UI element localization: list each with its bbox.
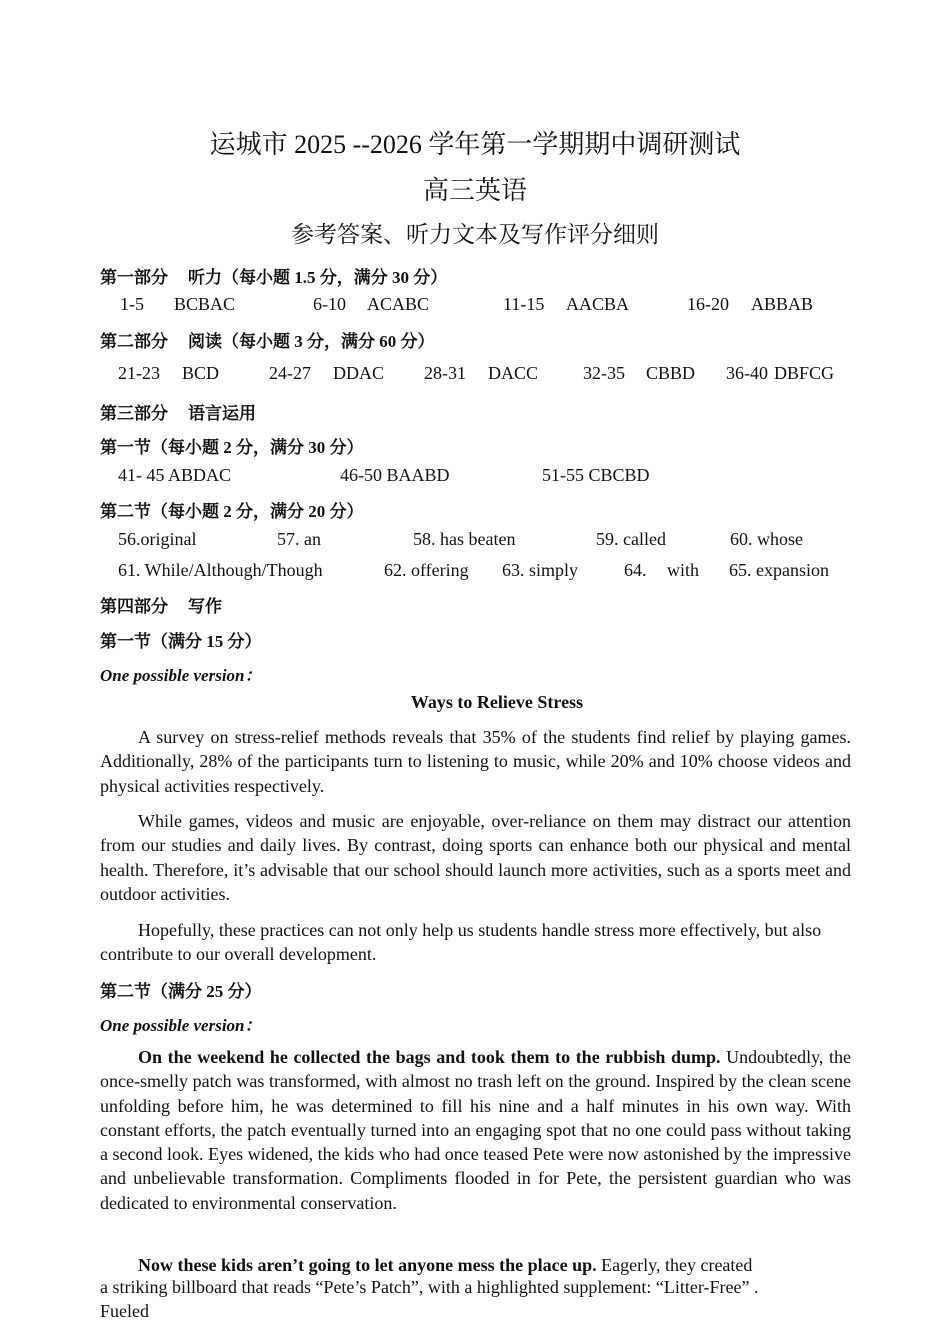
continuation-paragraph <box>100 1045 851 1215</box>
part4-heading: 第四部分 写作 <box>100 597 222 616</box>
answer-item: with <box>667 560 700 580</box>
answer-key: DACC <box>488 363 539 383</box>
answer-key: BCBAC <box>174 294 236 314</box>
answer-range: 36-40 <box>726 363 768 383</box>
answer-range: 28-31 <box>424 363 466 383</box>
answer-range: 24-27 <box>269 363 311 383</box>
part4-section1-heading: 第一节（满分 15 分） <box>100 632 262 651</box>
answer-item: 60. whose <box>730 529 803 549</box>
answer-group: 46-50 BAABD <box>340 465 450 485</box>
answer-item: 65. expansion <box>729 560 829 580</box>
part3-section1-heading: 第一节（每小题 2 分，满分 30 分） <box>100 438 364 457</box>
answer-item: 64. <box>624 560 647 580</box>
paragraph-lead-sentence: On the weekend he collected the bags and took them to the rubbish dump. <box>138 1047 721 1067</box>
essay-paragraph: A survey on stress-relief methods reveals that 35% of the students find relief by playing games. Additionally, 28% of the participants turn to listening to music, while 20% and 10% choose videos and physical activities respectively. <box>100 727 851 796</box>
paragraph-lead-sentence: Now these kids aren’t going to let anyone mess the place up. <box>138 1255 597 1275</box>
paragraph-body-line: Fueled <box>100 1301 149 1321</box>
answer-item: 56.original <box>118 529 197 549</box>
version-label: One possible version： <box>100 1016 262 1035</box>
answer-group: 51-55 CBCBD <box>542 465 650 485</box>
paragraph-body: Eagerly, they created <box>601 1255 753 1275</box>
part4-section2-heading: 第二节（满分 25 分） <box>100 982 262 1001</box>
answer-item: 62. offering <box>384 560 469 580</box>
answer-key: ACABC <box>367 294 430 314</box>
answer-key: ABBAB <box>751 294 814 314</box>
essay-paragraph: While games, videos and music are enjoyable, over-reliance on them may distract our attention from our studies and daily lives. By contrast, doing sports can enhance both our physical and mental health. Therefore, it’s advisable that our school should launch more activities, such as a sports meet and outdoor activities. <box>100 811 851 904</box>
document-subtitle: 参考答案、听力文本及写作评分细则 <box>291 222 659 247</box>
essay-title: Ways to Relieve Stress <box>410 692 584 712</box>
answer-range: 11-15 <box>503 294 545 314</box>
answer-range: 1-5 <box>120 294 144 314</box>
answer-key: BCD <box>182 363 220 383</box>
continuation-paragraph <box>100 1253 860 1277</box>
answer-item: 58. has beaten <box>413 529 516 549</box>
part3-heading: 第三部分 语言运用 <box>100 404 256 423</box>
part3-section2-heading: 第二节（每小题 2 分，满分 20 分） <box>100 502 364 521</box>
answer-group: 41- 45 ABDAC <box>118 465 232 485</box>
part2-heading: 第二部分 阅读（每小题 3 分，满分 60 分） <box>100 332 435 351</box>
version-label: One possible version： <box>100 666 262 685</box>
answer-range: 32-35 <box>583 363 625 383</box>
answer-key: DBFCG <box>774 363 835 383</box>
essay-paragraph: Hopefully, these practices can not only help us students handle stress more effectively, but also contribute to our overall development. <box>100 920 822 965</box>
answer-key: CBBD <box>646 363 696 383</box>
answer-item: 61. While/Although/Though <box>118 560 323 580</box>
answer-item: 57. an <box>277 529 321 549</box>
answer-range: 6-10 <box>313 294 346 314</box>
answer-range: 21-23 <box>118 363 160 383</box>
document-title: 运城市 2025 --2026 学年第一学期期中调研测试 <box>209 130 741 159</box>
answer-item: 59. called <box>596 529 666 549</box>
answer-item: 63. simply <box>502 560 579 580</box>
paragraph-body: Undoubtedly, the once-smelly patch was transformed, with almost no trash left on the ground. Inspired by the clean scene unfolding before him, he was determined to fill his nine and a half minutes in his own way. With constant efforts, the patch eventually turned into an engaging spot that no one could pass without taking a second look. Eyes widened, the kids who had once teased Pete were now astonished by the impressive and unbelievable transformation. Compliments flooded in for Pete, the persistent guardian who was dedicated to environmental conservation. <box>100 1047 851 1213</box>
document-subject: 高三英语 <box>422 176 527 205</box>
part1-heading: 第一部分 听力（每小题 1.5 分，满分 30 分） <box>100 268 448 287</box>
answer-key: DDAC <box>333 363 385 383</box>
answer-key: AACBA <box>566 294 630 314</box>
paragraph-body-line: a striking billboard that reads “Pete’s Patch”, with a highlighted supplement: “Litter-Free” . <box>100 1277 759 1297</box>
answer-range: 16-20 <box>687 294 729 314</box>
